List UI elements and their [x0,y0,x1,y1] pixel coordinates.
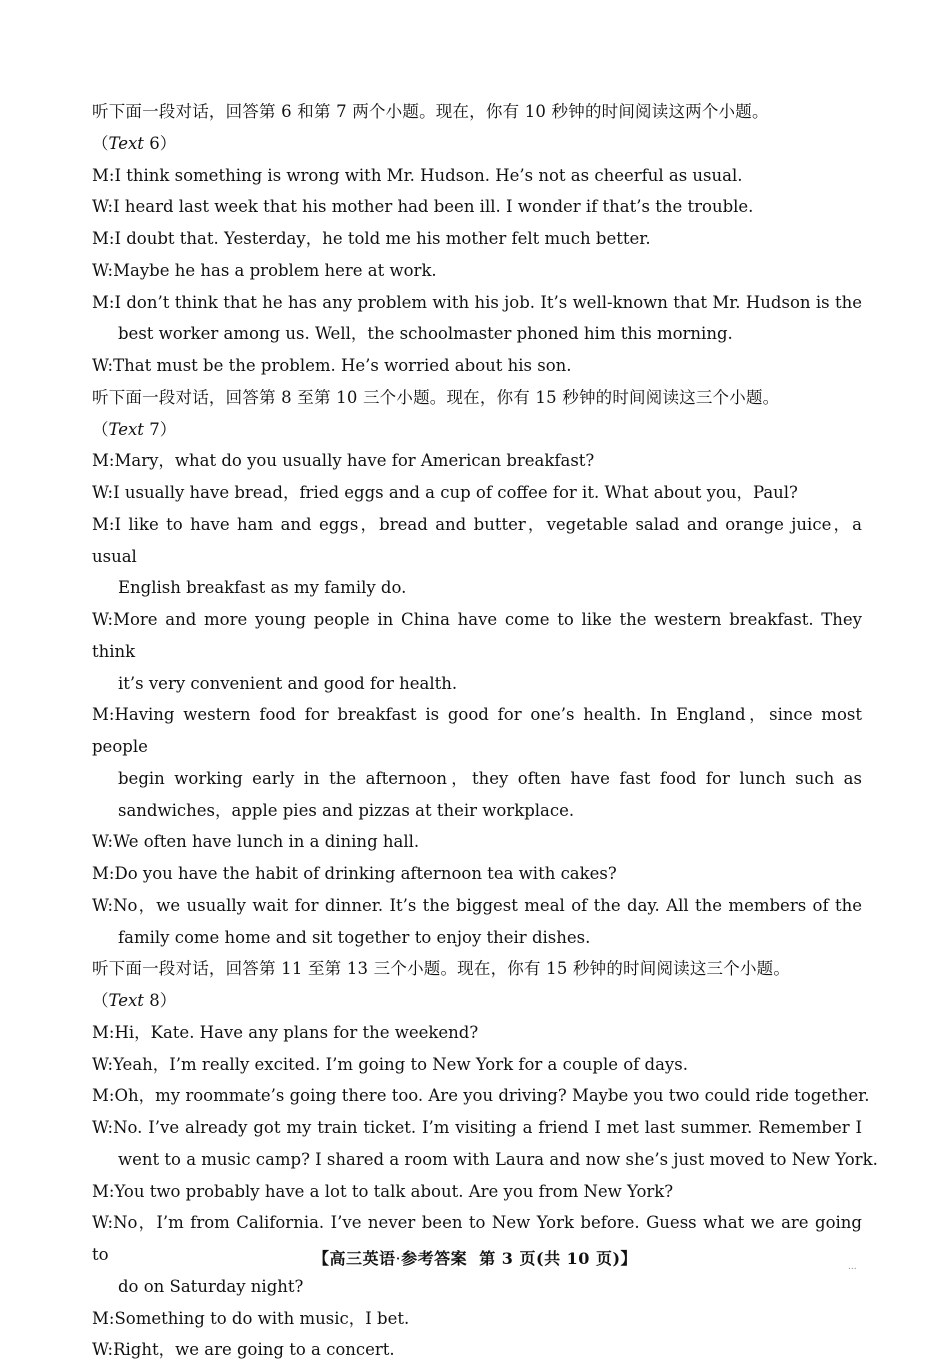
dialogue-line [92,1334,862,1366]
footer-course: 高三英语 [329,1249,396,1268]
section-instruction: 听下面一段对话，回答第 11 至第 13 三个小题。现在，你有 15 秒钟的时间阅读这三个小题。 [92,959,791,979]
dialogue-line [92,223,862,255]
speaker: W [92,260,108,280]
corner-mark: ... [848,1262,857,1272]
utterance-text: I don’t think that he has any problem with his job. It’s well-known that Mr. Hudson is the [114,292,862,312]
utterance-text: Something to do with music，I bet. [114,1308,410,1328]
section-instruction: 听下面一段对话，回答第 6 和第 7 两个小题。现在，你有 10 秒钟的时间阅读这两个小题。 [92,102,769,121]
speaker-separator: : [108,1308,115,1328]
utterance-text: Mary，what do you usually have for American breakfast? [114,451,595,471]
utterance-text: I heard last week that his mother had been ill. I wonder if that’s the trouble. [113,197,754,217]
speaker-separator: : [108,292,115,312]
utterance-text: That must be the problem. He’s worried about his son. [113,356,572,375]
text-label [92,414,862,446]
dialogue-line [92,858,862,890]
dialogue-line [92,191,862,223]
label-number: 6 [149,133,160,153]
utterance-text: I usually have bread，fried eggs and a cup of coffee for it. What about you，Paul? [113,483,798,502]
footer-doc: 参考答案 [401,1249,468,1268]
label-word: Text [108,991,144,1010]
speaker-separator: : [107,356,114,375]
speaker: W [92,832,108,852]
label-open-paren: （ [92,991,109,1010]
speaker-separator: : [108,1086,115,1106]
dialogue-line [92,350,862,382]
dialogue-line [92,1176,862,1208]
speaker: M [92,451,109,471]
speaker: M [92,514,109,534]
dialogue-line [92,509,862,573]
label-close-paren: ） [159,133,177,153]
speaker-separator: : [107,895,114,915]
utterance-text: Maybe he has a problem here at work. [113,260,437,280]
speaker-separator: : [108,864,115,883]
speaker-separator: : [107,832,114,852]
utterance-text: Yeah，I’m really excited. I’m going to New York for a couple of days. [113,1054,688,1074]
utterance-text: No，I’m from California. I’ve never been to New York before. Guess what we are going to [92,1213,862,1264]
speaker: M [92,229,109,248]
footer-left-bracket: 【 [312,1249,330,1268]
dialogue-line [92,890,862,922]
speaker: M [92,1308,109,1328]
speaker-separator: : [107,610,114,629]
speaker: M [92,1022,109,1042]
dialogue-line [92,287,862,319]
page-footer [0,1246,950,1269]
dialogue-line [92,1303,862,1335]
utterance-continuation: sandwiches，apple pies and pizzas at their workplace. [118,800,575,820]
speaker: W [92,1213,108,1233]
speaker-separator: : [108,1022,115,1042]
speaker-separator: : [107,1054,114,1074]
speaker-separator: : [108,229,115,248]
dialogue-line [92,1017,862,1049]
footer-right-bracket: 】 [620,1249,638,1268]
utterance-text: Do you have the habit of drinking afternoon tea with cakes? [114,864,617,883]
utterance-text: More and more young people in China have come to like the western breakfast. They think [92,610,862,661]
dialogue-line [92,699,862,763]
speaker: W [92,1054,108,1074]
speaker: M [92,292,109,312]
speaker-separator: : [108,451,115,471]
speaker-separator: : [107,483,114,502]
utterance-text: Hi，Kate. Have any plans for the weekend? [114,1022,479,1042]
utterance-text: I like to have ham and eggs，bread and butter，vegetable salad and orange juice，a usual [92,514,862,566]
speaker-separator: : [107,1340,114,1360]
label-number: 7 [149,419,160,439]
label-open-paren: （ [92,419,109,439]
dialogue-line [92,1049,862,1081]
dialogue-line [92,1080,870,1112]
speaker-separator: : [108,705,115,725]
utterance-continuation: family come home and sit together to enjoy their dishes. [118,927,591,947]
section-instruction: 听下面一段对话，回答第 8 至第 10 三个小题。现在，你有 15 秒钟的时间阅读这三个小题。 [92,387,780,407]
speaker: W [92,1118,108,1137]
speaker-separator: : [108,1181,115,1201]
utterance-continuation: English breakfast as my family do. [118,578,407,598]
speaker: W [92,1340,108,1360]
dialogue-line [92,477,862,509]
speaker-separator: : [108,165,115,185]
speaker: M [92,165,109,185]
label-close-paren: ） [159,419,177,439]
speaker-separator: : [107,197,114,217]
footer-dot: · [395,1249,402,1268]
dialogue-line [92,445,862,477]
speaker: W [92,356,108,375]
label-close-paren: ） [159,991,177,1010]
utterance-continuation: best worker among us. Well，the schoolmaster phoned him this morning. [118,324,733,344]
speaker-separator: : [107,1118,114,1137]
document-body [92,96,878,1366]
speaker-separator: : [107,1213,114,1233]
utterance-continuation: it’s very convenient and good for health. [118,673,458,693]
dialogue-line [92,255,862,287]
utterance-continuation: begin working early in the afternoon，they often have fast food for lunch such as [118,768,862,788]
utterance-continuation: do on Saturday night? [118,1276,304,1296]
dialogue-line [92,826,862,858]
label-number: 8 [149,991,160,1010]
text-label [92,985,862,1017]
text-label [92,128,862,160]
speaker-separator: : [108,514,115,534]
utterance-text: You two probably have a lot to talk about. Are you from New York? [114,1181,674,1201]
utterance-continuation: went to a music camp? I shared a room with Laura and now she’s just moved to New York. [118,1149,878,1169]
label-open-paren: （ [92,133,109,153]
utterance-text: No. I’ve already got my train ticket. I’m visiting a friend I met last summer. Remember I [113,1118,862,1137]
utterance-text: Oh，my roommate’s going there too. Are you driving? Maybe you two could ride together. [114,1086,870,1106]
speaker: W [92,610,108,629]
speaker: M [92,705,109,725]
footer-page: 第 3 页(共 10 页) [479,1249,621,1268]
utterance-text: Having western food for breakfast is good for one’s health. In England，since most people [92,705,862,756]
dialogue-line [92,160,862,192]
dialogue-line [92,1112,862,1144]
label-word: Text [108,133,144,153]
speaker: M [92,1086,109,1106]
speaker: W [92,895,108,915]
utterance-text: I doubt that. Yesterday，he told me his mother felt much better. [114,229,651,248]
speaker: M [92,864,109,883]
label-word: Text [108,419,144,439]
speaker-separator: : [107,260,114,280]
dialogue-line [92,604,862,668]
speaker: M [92,1181,109,1201]
utterance-text: We often have lunch in a dining hall. [113,832,420,852]
utterance-text: Right，we are going to a concert. [113,1340,395,1360]
speaker: W [92,197,108,217]
speaker: W [92,483,108,502]
utterance-text: I think something is wrong with Mr. Hudson. He’s not as cheerful as usual. [114,165,743,185]
utterance-text: No，we usually wait for dinner. It’s the biggest meal of the day. All the members of the [113,895,862,915]
